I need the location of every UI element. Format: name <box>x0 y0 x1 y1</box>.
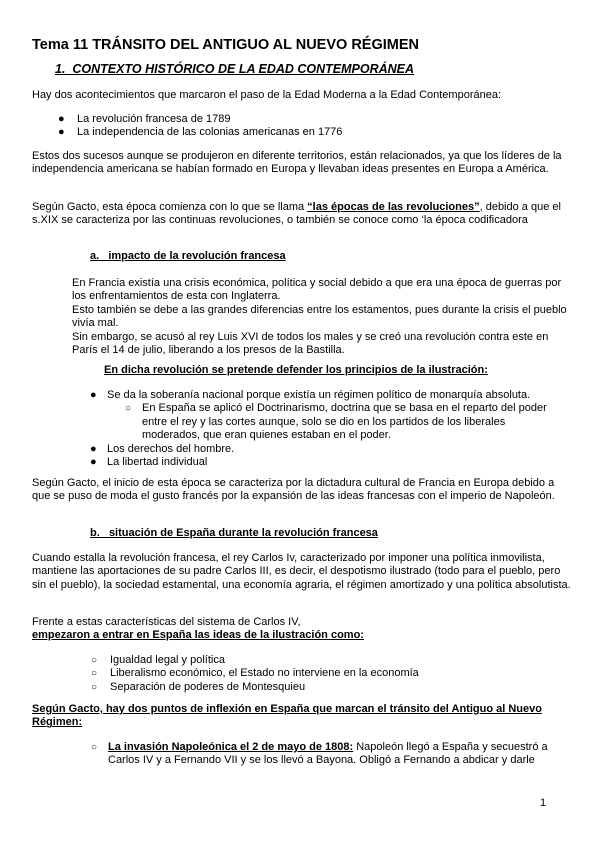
page-number: 1 <box>540 797 547 809</box>
ideas-list <box>88 654 419 694</box>
list-item: ○ En España se aplicó el Doctrinarismo, doctrina que se basa en el reparto del poder entre el rey y las cortes aunque, solo se dio en los partidos de los liberales moderados, que eran quienes estaban en el poder. <box>125 402 547 442</box>
paragraph-b1: Cuando estalla la revolución francesa, el rey Carlos Iv, caracterizado por imponer una política inmovilista, mantiene las aportaciones de su padre Carlos III, es decir, el despotismo ilustrado (todo para el pueblo, pero sin el pueblo), la sociedad estamental, una economía agraria, el régimen amortizado y una política absolutista. <box>32 552 571 591</box>
gacto-paragraph-1: Según Gacto, esta época comienza con lo que se llama “las épocas de las revoluciones”, debido a que el s.XIX se caracteriza por las continuas revoluciones, o también se conoce como ‘la época codificadora <box>32 201 561 227</box>
list-item: ○ Igualdad legal y política <box>91 654 225 666</box>
gacto-paragraph-3: Según Gacto, hay dos puntos de inflexión en España que marcan el tránsito del Antiguo al Nuevo Régimen: <box>32 703 542 729</box>
events-list <box>55 113 342 140</box>
gacto-paragraph-2: Según Gacto, el inicio de esta época se caracteriza por la dictadura cultural de Francia en Europa debido a que se puso de moda el gusto francés por la expansión de las ideas francesas con el imperio de Napoleón. <box>32 477 555 503</box>
subheading-b: b. situación de España durante la revolución francesa <box>90 527 378 539</box>
page-title: Tema 11 TRÁNSITO DEL ANTIGUO AL NUEVO RÉGIMEN <box>32 37 419 53</box>
list-item: ● La revolución francesa de 1789 <box>58 113 231 125</box>
list-item: ● Los derechos del hombre. <box>90 442 235 455</box>
list-item: ● La independencia de las colonias americanas en 1776 <box>58 126 343 139</box>
paragraph-b2: Frente a estas características del sistema de Carlos IV, empezaron a entrar en España las ideas de la ilustración como: <box>32 616 364 642</box>
invasion-item: ○ La invasión Napoleónica el 2 de mayo de 1808: Napoleón llegó a España y secuestró a Carlos IV y a Fernando VII y se los llevó a Bayona. Obligó a Fernando a abdicar y darle <box>91 741 548 767</box>
list-item: ● Se da la soberanía nacional porque existía un régimen político de monarquía absoluta. <box>90 389 531 401</box>
intro-paragraph: Hay dos acontecimientos que marcaron el paso de la Edad Moderna a la Edad Contemporánea: <box>32 89 502 101</box>
principles-heading: En dicha revolución se pretende defender los principios de la ilustración: <box>104 364 488 376</box>
section-heading-1: 1. CONTEXTO HISTÓRICO DE LA EDAD CONTEMPORÁNEA <box>55 62 415 76</box>
list-item: ○ Separación de poderes de Montesquieu <box>91 680 306 693</box>
related-paragraph: Estos dos sucesos aunque se produjeron en diferente territorios, están relacionados, ya que los líderes de la independencia americana se habían formado en Europa y llevaban ideas presentes en Europa a América. <box>32 150 562 176</box>
subheading-a: a. impacto de la revolución francesa <box>90 250 286 262</box>
list-item: ● La libertad individual <box>90 456 208 469</box>
list-item: ○ Liberalismo económico, el Estado no interviene en la economía <box>91 667 419 680</box>
paragraph-a: En Francia existía una crisis económica, política y social debido a que era una época de guerras por los enfrentamientos de esta con Inglaterra. Esto también se debe a las grandes diferencias entre los estamentos, pues durante la crisis el pueblo vivía mal. Sin embargo, se acusó al rey Luis XVI de todos los males y se creó una revolución contra este en París el 14 de julio, liberando a los presos de la Bastilla. <box>72 277 567 357</box>
principles-list <box>90 389 570 469</box>
